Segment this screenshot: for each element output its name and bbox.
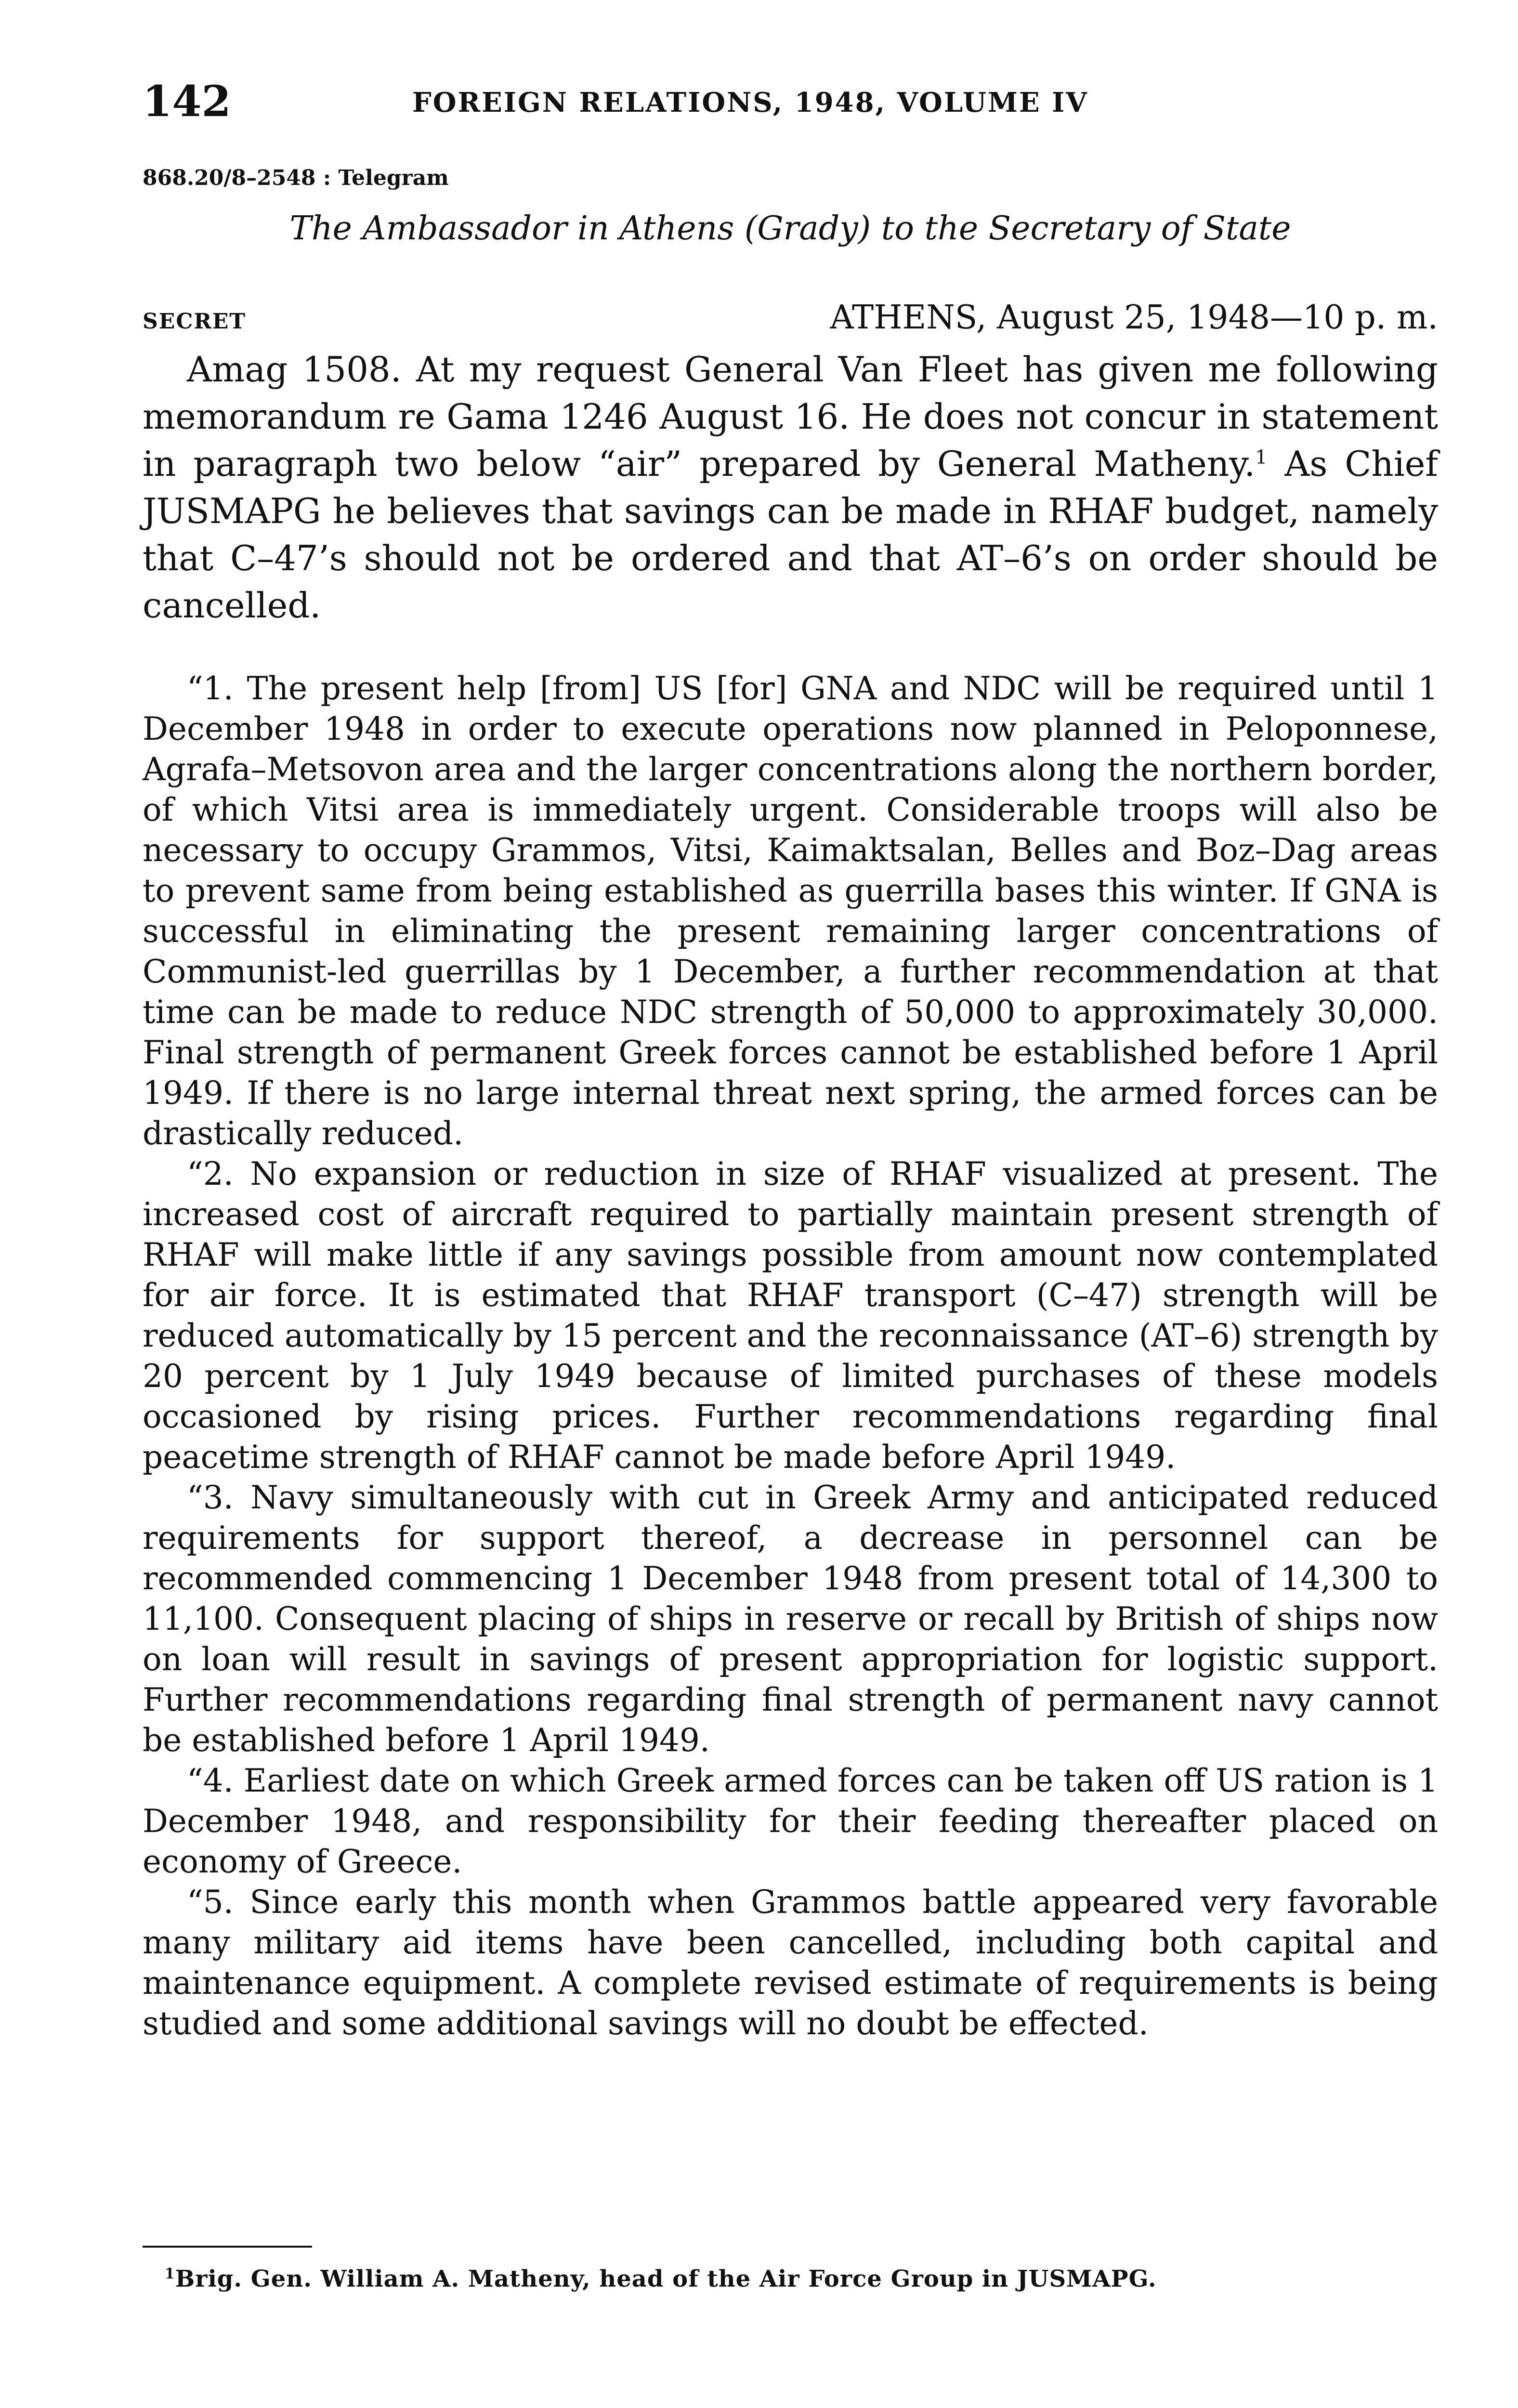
intro-text-part-1: Amag 1508. At my request General Van Fleet has given me following memorandum re Gama 1246 August 16. He does not concur in statement in paragraph two below “air” prepared by General Matheny. (143, 349, 1438, 484)
running-head (143, 72, 1438, 130)
file-number: 868.20/8–2548 : Telegram (143, 166, 449, 190)
footnote-reference: 1 (1255, 446, 1268, 469)
intro-text-part-2: As Chief JUSMAPG he believes that savings can be made in RHAF budget, namely that C–47’s should not be ordered and that AT–6’s on order should be cancelled. (143, 444, 1438, 626)
memo-paragraph-2: “2. No expansion or reduction in size of RHAF visualized at present. The increased cost of aircraft required to partially maintain present strength of RHAF will make little if any savings possible from amount now contemplated for air force. It is estimated that RHAF transport (C–47) strength will be reduced automatically by 15 percent and the reconnaissance (AT–6) strength by 20 percent by 1 July 1949 because of limited purchases of these models occasioned by rising prices. Further recommendations regarding final peacetime strength of RHAF cannot be made before April 1949. (143, 1155, 1438, 1476)
footnote-divider (143, 2246, 312, 2248)
document-title: The Ambassador in Athens (Grady) to the Secretary of State (289, 209, 1291, 248)
classification-label: SECRET (143, 309, 247, 334)
memo-paragraph-1: “1. The present help [from] US [for] GNA and NDC will be required until 1 December 1948 in order to execute operations now planned in Peloponnese, Agrafa–Metsovon area and the larger concentrations along the northern border, of which Vitsi area is immediately urgent. Considerable troops will also be necessary to occupy Grammos, Vitsi, Kaimaktsalan, Belles and Boz–Dag areas to prevent same from being established as guerrilla bases this winter. If GNA is successful in eliminating the present remaining larger concentrations of Communist-led guerrillas by 1 December, a further recommendation at that time can be made to reduce NDC strength of 50,000 to approximately 30,000. Final strength of permanent Greek forces cannot be established before 1 April 1949. If there is no large internal threat next spring, the armed forces can be drastically reduced. (143, 670, 1438, 1152)
dateline: ATHENS, August 25, 1948—10 p. m. (830, 299, 1438, 337)
dateline-row (143, 294, 1438, 342)
memo-paragraph-4: “4. Earliest date on which Greek armed forces can be taken off US ration is 1 December 1948, and responsibility for their feeding thereafter placed on economy of Greece. (143, 1762, 1438, 1880)
footnote-text: Brig. Gen. William A. Matheny, head of the Air Force Group in JUSMAPG. (175, 2265, 1157, 2292)
footnote (143, 2260, 1438, 2298)
intro-paragraph (143, 346, 1438, 629)
footnote-marker: 1 (165, 2265, 175, 2282)
running-title: FOREIGN RELATIONS, 1948, VOLUME IV (412, 87, 1088, 118)
memo-paragraph-5: “5. Since early this month when Grammos battle appeared very favorable many military aid items have been cancelled, including both capital and maintenance equipment. A complete revised estimate of requirements is being studied and some additional savings will no doubt be effected. (143, 1884, 1438, 2042)
page-number: 142 (143, 76, 231, 126)
memo-paragraph-3: “3. Navy simultaneously with cut in Greek Army and anticipated reduced requirements for support thereof, a decrease in personnel can be recommended commencing 1 December 1948 from present total of 14,300 to 11,100. Consequent placing of ships in reserve or recall by British of ships now on loan will result in savings of present appropriation for logistic support. Further recommendations regarding final strength of permanent navy cannot be established before 1 April 1949. (143, 1479, 1438, 1759)
memorandum-body (143, 668, 1438, 2044)
